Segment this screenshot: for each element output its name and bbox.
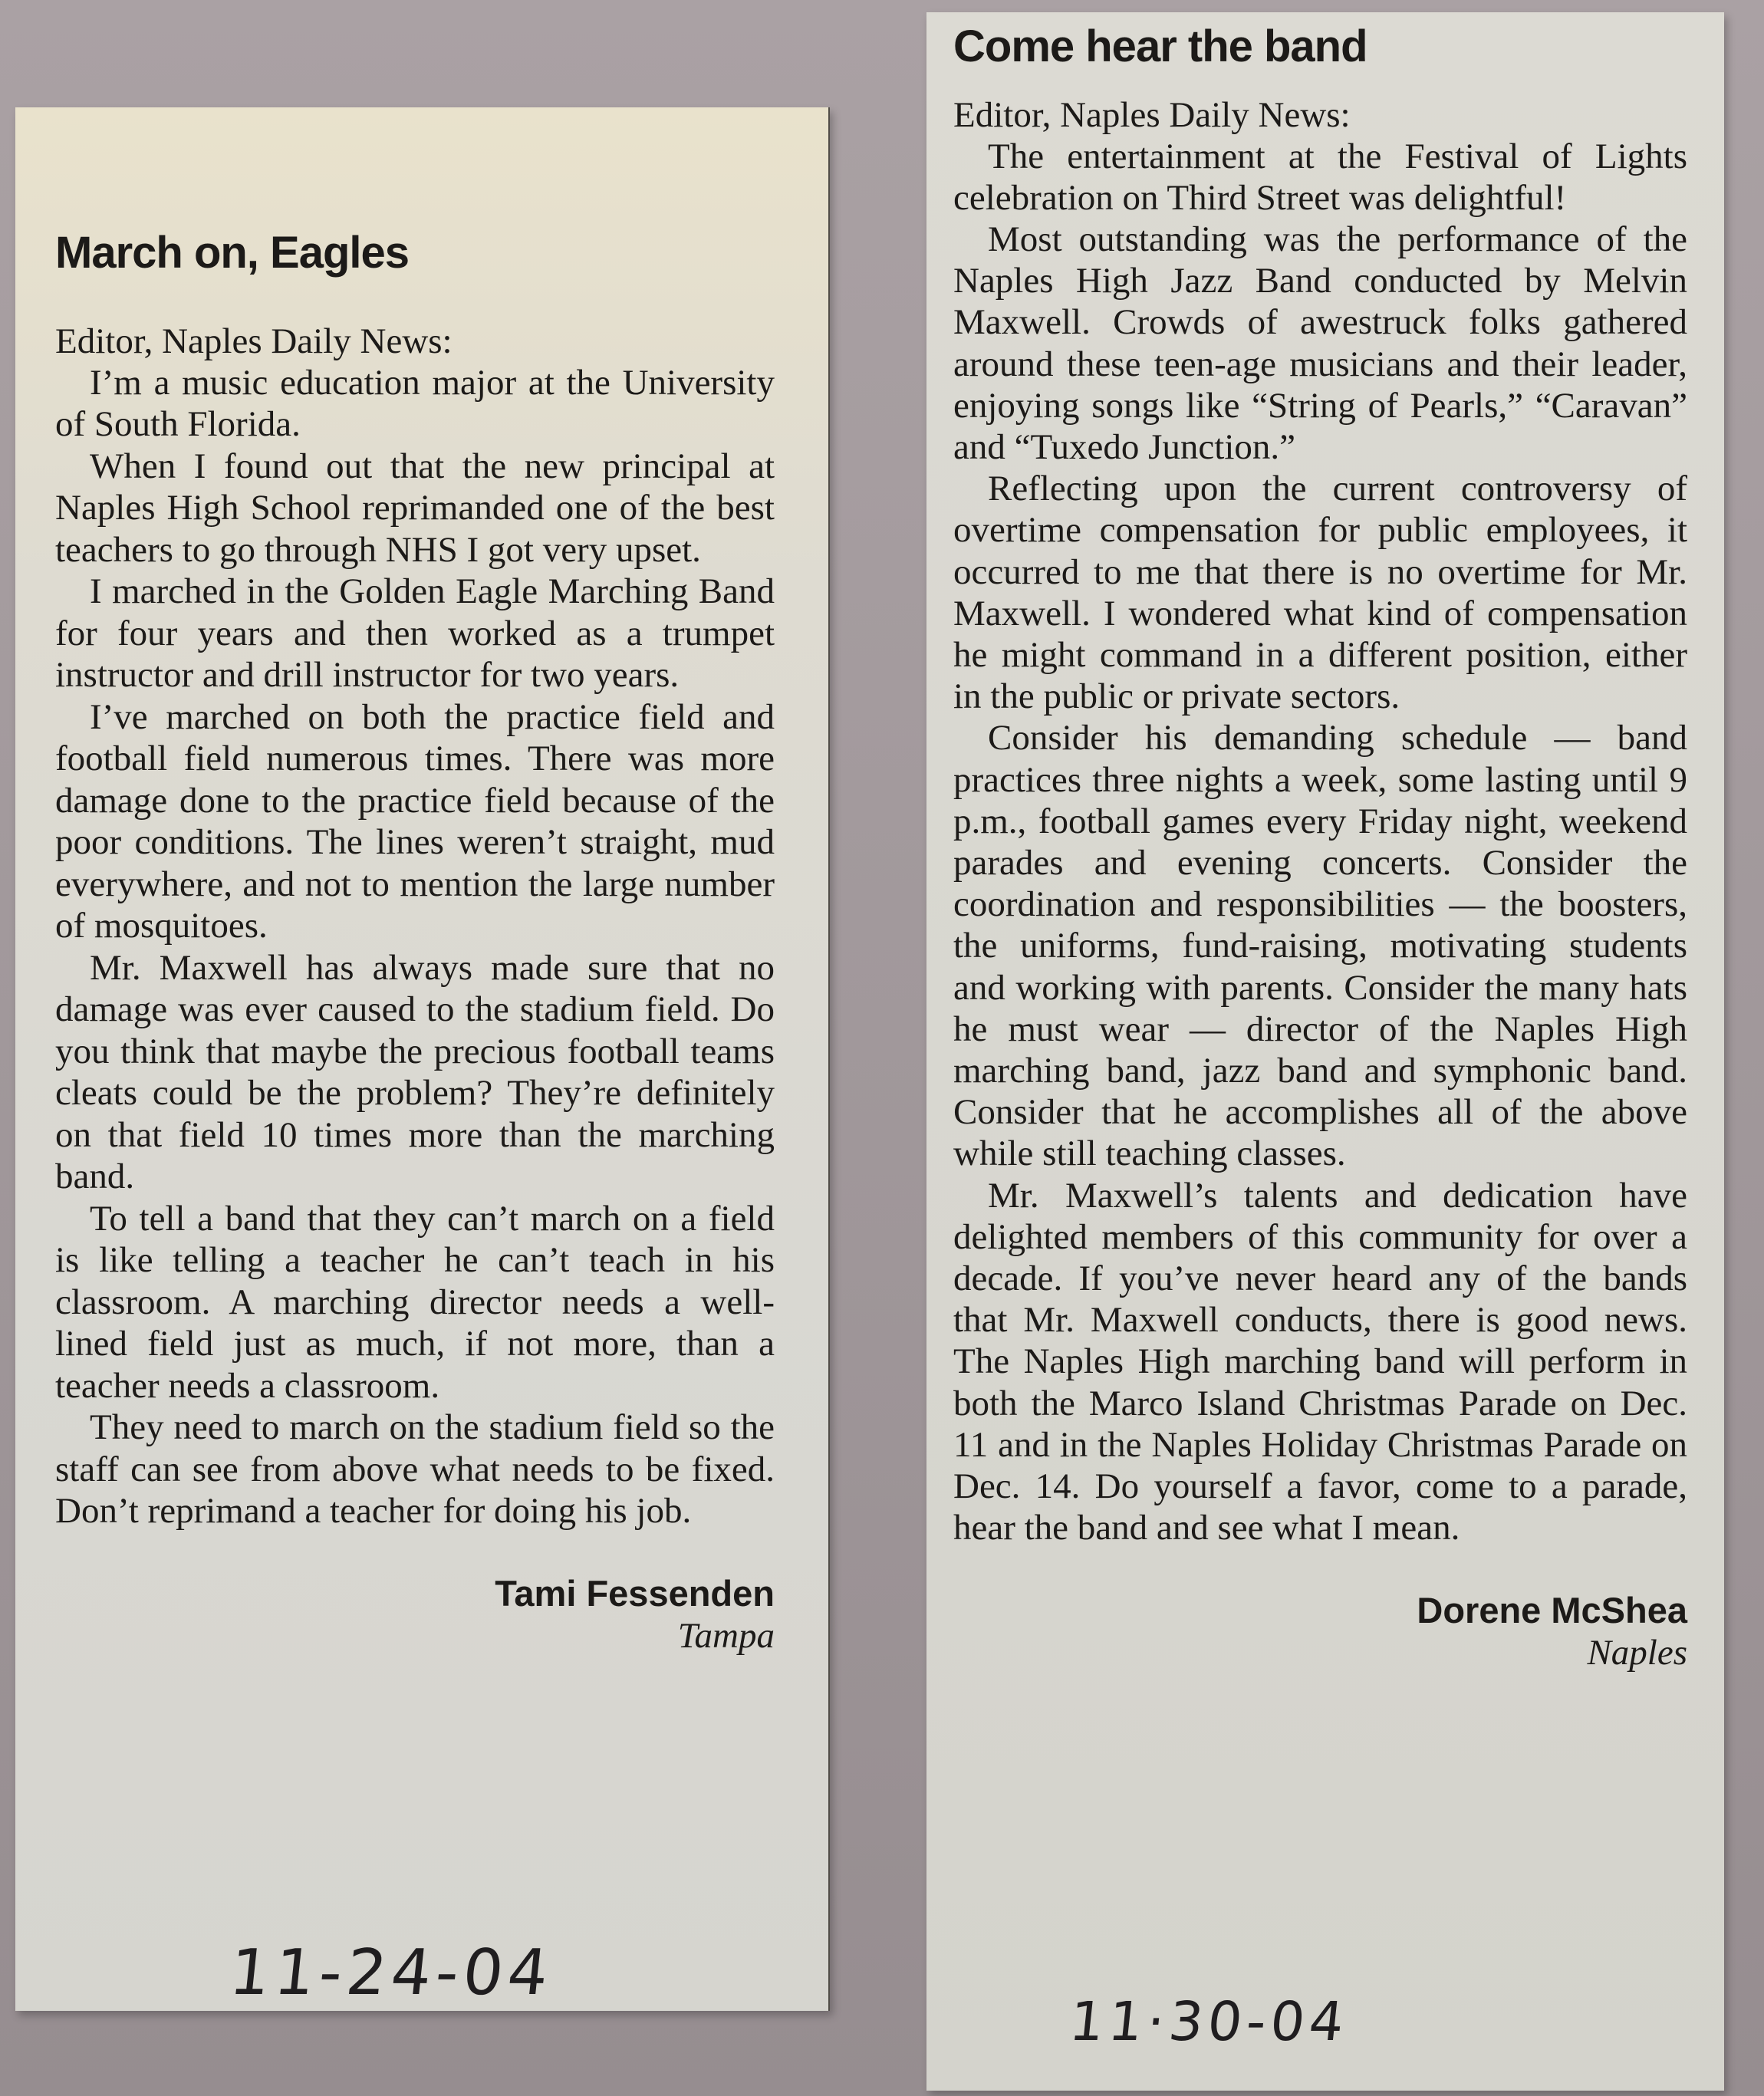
letter-paragraph: Mr. Maxwell’s talents and dedication have delighted members of this community for over a decade. If you’ve never heard any of the bands that Mr. Maxwell conducts, there is good news. The Naples High marching band will perform in both the Marco Island Christmas Parade on Dec. 11 and in the Naples Holiday Christmas Parade on Dec. 14. Do yourself a favor, come to a parade, hear the band and see what I mean. — [953, 1175, 1687, 1548]
letter-salutation: Editor, Naples Daily News: — [55, 321, 453, 361]
letter-paragraph: To tell a band that they can’t march on a field is like telling a teacher he can’t teach in his classroom. A marching director needs a well-lined field just as much, if not more, than a teacher needs a classroom. — [55, 1198, 775, 1406]
author-name: Tami Fessenden — [495, 1572, 775, 1614]
author-name: Dorene McShea — [1417, 1589, 1687, 1630]
author-city: Tampa — [677, 1615, 775, 1656]
letter-headline: March on, Eagles — [55, 228, 410, 278]
letter-paragraph: I’ve marched on both the practice field and football field numerous times. There was more damage done to the practice field because of the poor conditions. The lines weren’t straight, mud everywhere, and not to mention the large number of mosquitoes. — [55, 696, 775, 946]
handwritten-date-left: 11-24-04 — [226, 1936, 557, 2009]
handwritten-date-right: 11·30-04 — [1066, 1990, 1352, 2053]
letter-headline: Come hear the band — [953, 21, 1367, 71]
letter-paragraph: They need to march on the stadium field so the staff can see from above what needs to be fixed. Don’t reprimand a teacher for doing his job. — [55, 1407, 775, 1532]
letter-clipping-come-hear-the-band — [926, 12, 1724, 2091]
letter-salutation: Editor, Naples Daily News: — [953, 94, 1351, 135]
letter-signature — [953, 1589, 1687, 1673]
letter-paragraph: I marched in the Golden Eagle Marching Band for four years and then worked as a trumpet instructor and drill instructor for two years. — [55, 571, 775, 696]
letter-paragraph: Mr. Maxwell has always made sure that no damage was ever caused to the stadium field. Do you think that maybe the precious football teams cleats could be the problem? They’re definitely on that field 10 times more than the marching band. — [55, 947, 775, 1197]
letter-paragraph: The entertainment at the Festival of Lights celebration on Third Street was delightful! — [953, 136, 1687, 218]
letter-paragraph: I’m a music education major at the University of South Florida. — [55, 362, 775, 445]
letter-paragraph: When I found out that the new principal at Naples High School reprimanded one of the best teachers to go through NHS I got very upset. — [55, 446, 775, 570]
letter-signature — [55, 1572, 775, 1657]
letter-paragraph: Reflecting upon the current controversy of overtime compensation for public employees, it occurred to me that there is no overtime for Mr. Maxwell. I wondered what kind of compensation he might command in a different position, either in the public or private sectors. — [953, 469, 1687, 717]
letter-clipping-march-on-eagles — [15, 107, 830, 2011]
letter-paragraph: Consider his demanding schedule — band practices three nights a week, some lasting until 9 p.m., football games every Friday night, weekend parades and evening concerts. Consider the coordination and responsibilities — the boosters, the uniforms, fund-raising, motivating students and working with parents. Consider the many hats he must wear — director of the Naples High marching band, jazz band and symphonic band. Consider that he accomplishes all of the above while still teaching classes. — [953, 718, 1687, 1174]
letter-paragraph: Most outstanding was the performance of the Naples High Jazz Band conducted by Melvin Maxwell. Crowds of awestruck folks gathered around these teen-age musicians and their leader, enjoying songs like “String of Pearls,” “Caravan” and “Tuxedo Junction.” — [953, 219, 1687, 468]
author-city: Naples — [1587, 1632, 1687, 1673]
